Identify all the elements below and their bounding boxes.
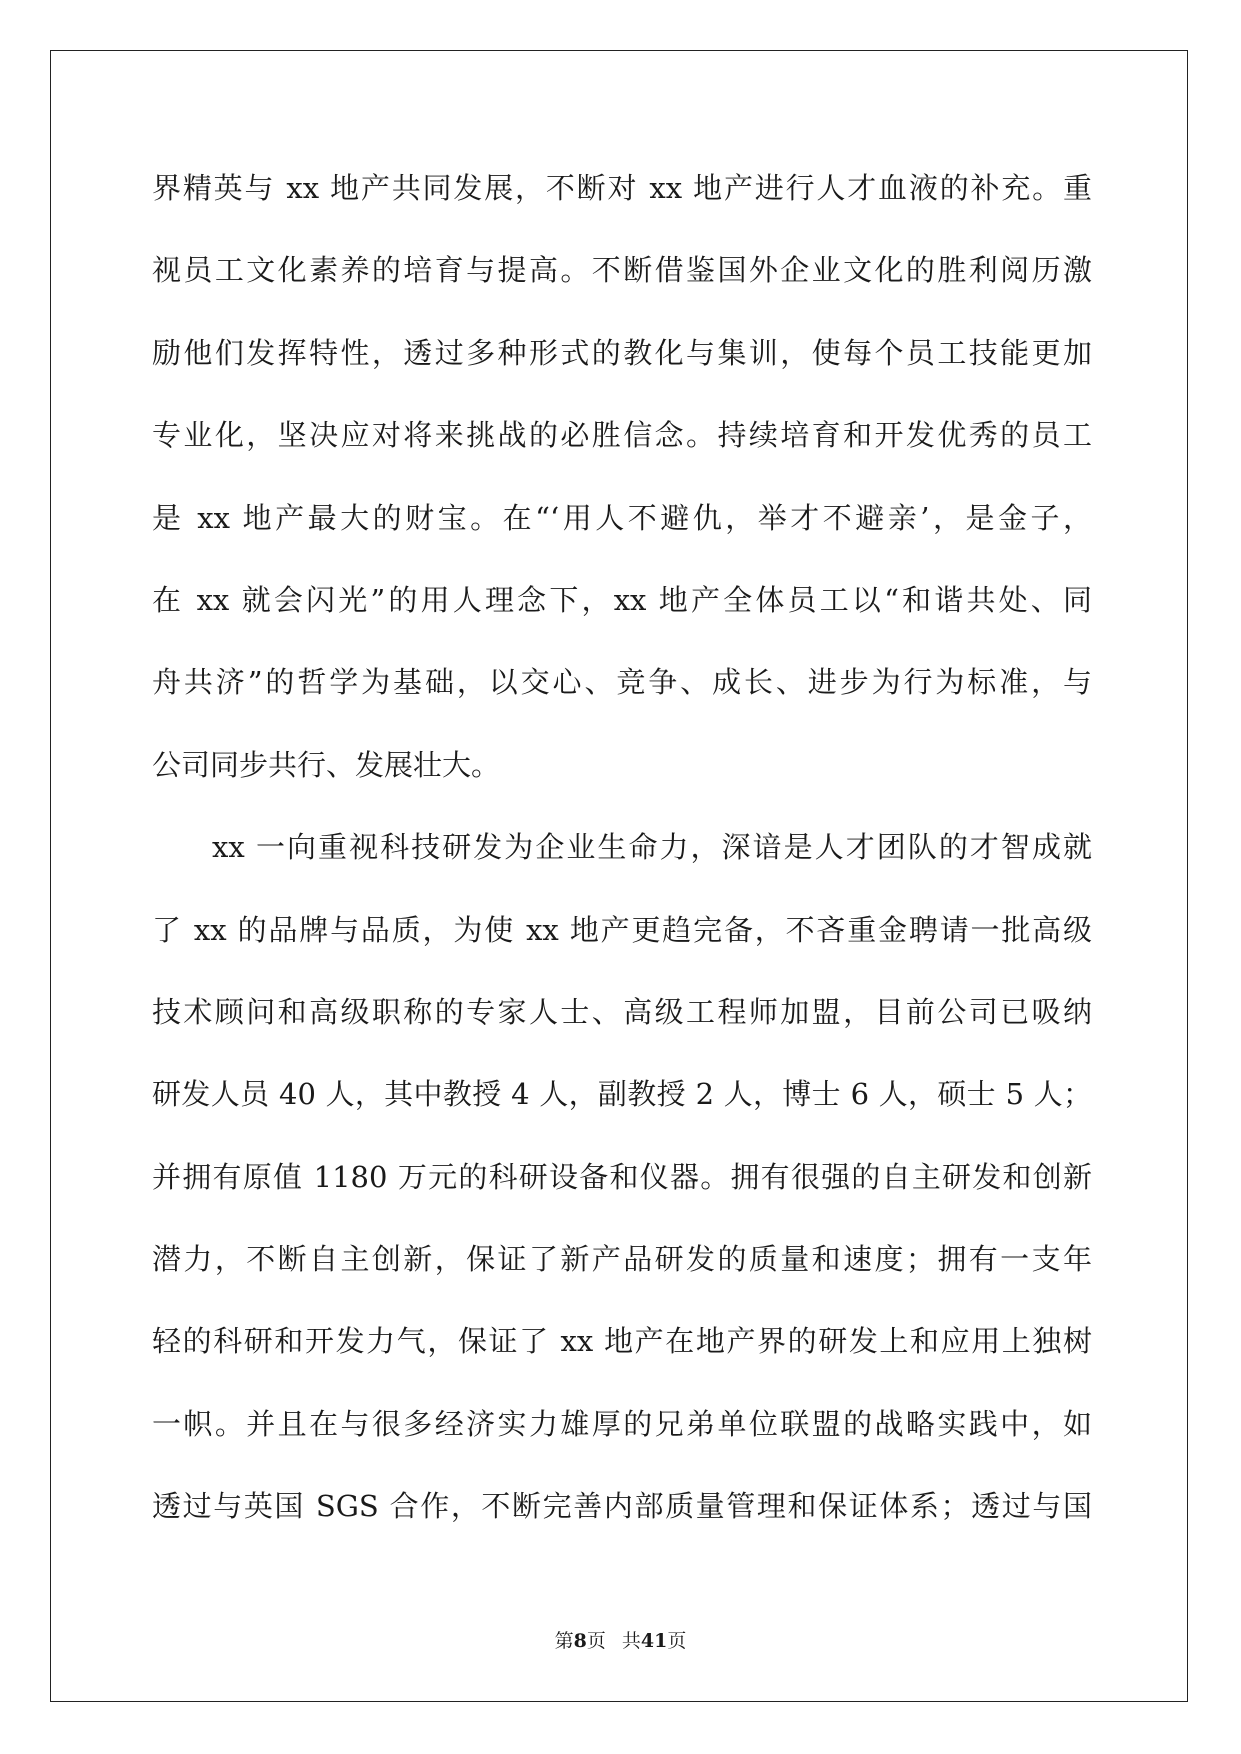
page-footer [0,1626,1241,1653]
document-body [152,162,1092,1563]
text-line: 透过与英国 SGS 合作，不断完善内部质量管理和保证体系；透过与国 [152,1489,1092,1524]
page-prefix: 第 [554,1630,574,1652]
text-line: 是 xx 地产最大的财宝。在“‘用人不避仇，举才不避亲’，是金子， [152,500,1092,535]
text-line: 公司同步共行、发展壮大。 [152,747,501,782]
page-suffix: 页 [586,1630,606,1652]
paragraph-1 [152,162,1092,821]
paragraph-2 [152,821,1092,1563]
text-line: 并拥有原值 1180 万元的科研设备和仪器。拥有很强的自主研发和创新 [152,1159,1092,1194]
total-pages: 41 [640,1630,668,1652]
text-line: 研发人员 40 人，其中教授 4 人，副教授 2 人，博士 6 人，硕士 5 人； [152,1077,1092,1112]
text-line: 励他们发挥特性，透过多种形式的教化与集训，使每个员工技能更加 [152,335,1092,370]
text-line: xx 一向重视科技研发为企业生命力，深谙是人才团队的才智成就 [212,830,1092,865]
text-line: 在 xx 就会闪光”的用人理念下，xx 地产全体员工以“和谐共处、同 [152,582,1092,617]
total-prefix: 共 [621,1630,641,1652]
text-line: 技术顾问和高级职称的专家人士、高级工程师加盟，目前公司已吸纳 [152,994,1092,1029]
text-line: 视员工文化素养的培育与提高。不断借鉴国外企业文化的胜利阅历激 [152,253,1092,288]
total-suffix: 页 [667,1630,687,1652]
text-line: 舟共济”的哲学为基础，以交心、竞争、成长、进步为行为标准，与 [152,665,1092,700]
text-line: 轻的科研和开发力气，保证了 xx 地产在地产界的研发上和应用上独树 [152,1324,1092,1359]
text-line: 专业化，坚决应对将来挑战的必胜信念。持续培育和开发优秀的员工 [152,418,1092,453]
text-line: 了 xx 的品牌与品质，为使 xx 地产更趋完备，不吝重金聘请一批高级 [152,912,1092,947]
text-line: 界精英与 xx 地产共同发展，不断对 xx 地产进行人才血液的补充。重 [152,171,1092,205]
page-number: 8 [573,1630,587,1652]
text-line: 潜力，不断自主创新，保证了新产品研发的质量和速度；拥有一支年 [152,1242,1092,1277]
text-line: 一帜。并且在与很多经济实力雄厚的兄弟单位联盟的战略实践中，如 [152,1406,1092,1441]
